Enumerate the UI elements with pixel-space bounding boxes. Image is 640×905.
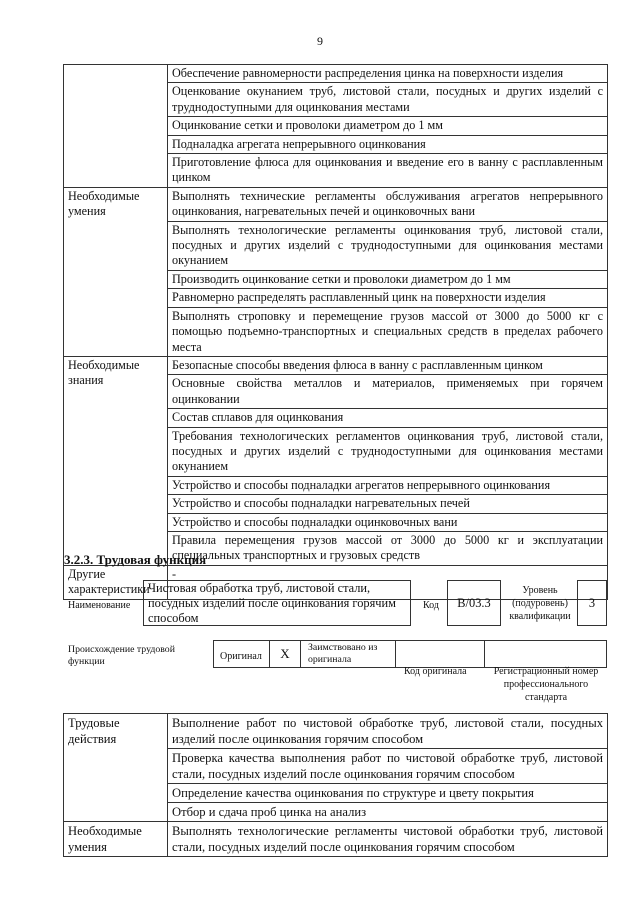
knowledge-cell: Устройство и способы подналадки оцинковочных вани: [168, 513, 608, 531]
requirements-table: [63, 64, 608, 600]
table-row: [64, 65, 608, 83]
knowledge-cell: Требования технологических регламентов оцинкования труб, листовой стали, посудных и других изделий с труднодоступными для оцинкования местами окунанием: [168, 427, 608, 476]
reg-number-label: Регистрационный номер профессионального стандарта: [493, 666, 599, 703]
function-name: Чистовая обработка труб, листовой стали, посудных изделий после оцинкования горячим способом: [143, 580, 411, 626]
skill-cell: Производить оцинкование сетки и проволоки диаметром до 1 мм: [168, 270, 608, 288]
skill-cell: Равномерно распределять расплавленный цинк на поверхности изделия: [168, 289, 608, 307]
table-row: [64, 356, 608, 374]
code-original-label: Код оригинала: [404, 666, 467, 677]
name-label: Наименование: [68, 600, 131, 611]
actions-table: [63, 713, 608, 857]
action-cell: Подналадка агрегата непрерывного оцинкования: [168, 135, 608, 153]
knowledge-label: Необходимые знания: [64, 356, 168, 565]
action-cell: Определение качества оцинкования по структуре и цвету покрытия: [168, 784, 608, 803]
origin-divider: [395, 640, 396, 668]
skills-label: Необходимые умения: [64, 187, 168, 356]
actions-label: Трудовые действия: [64, 714, 168, 822]
knowledge-cell: Правила перемещения грузов массой от 3000 до 5000 кг и эксплуатации специальных транспортных и грузовых средств: [168, 531, 608, 565]
original-mark: X: [269, 640, 301, 668]
action-cell: Оценкование окунанием труб, листовой стали, посудных и других изделий с труднодоступными для оцинкования местами: [168, 83, 608, 117]
action-cell: Оцинкование сетки и проволоки диаметром до 1 мм: [168, 117, 608, 135]
level-label: Уровень (подуровень) квалификации: [509, 585, 571, 622]
action-cell: Выполнение работ по чистовой обработке труб, листовой стали, посудных изделий после оцинкования горячим способом: [168, 714, 608, 749]
code-label: Код: [423, 600, 439, 611]
borrowed-label: Заимствовано из оригинала: [308, 642, 378, 665]
knowledge-cell: Состав сплавов для оцинкования: [168, 409, 608, 427]
action-cell: Приготовление флюса для оцинкования и введение его в ванну с расплавленным цинком: [168, 154, 608, 188]
other-value: -: [168, 565, 608, 599]
knowledge-cell: Устройство и способы подналадки агрегатов непрерывного оцинкования: [168, 476, 608, 494]
skill-cell: Выполнять технологические регламенты оцинкования труб, листовой стали, посудных и других изделий с труднодоступными для оцинкования местами окунанием: [168, 221, 608, 270]
knowledge-cell: Устройство и способы подналадки нагревательных печей: [168, 495, 608, 513]
skill-cell: Выполнять технологические регламенты чистовой обработки труб, листовой стали, посудных изделий после оцинкования горячим способом: [168, 822, 608, 857]
table-row: [64, 822, 608, 857]
section-title: 3.2.3. Трудовая функция: [64, 552, 207, 567]
skill-cell: Выполнять технические регламенты обслуживания агрегатов непрерывного оцинкования, нагревательных печей и оцинковочных вани: [168, 187, 608, 221]
table-row: [64, 187, 608, 221]
qualification-level: 3: [577, 580, 607, 626]
other-label: Другие характеристики: [64, 565, 168, 599]
original-label: Оригинал: [220, 651, 262, 662]
action-cell: Обеспечение равномерности распределения цинка на поверхности изделия: [168, 65, 608, 83]
page-number: 9: [317, 34, 323, 48]
action-cell: Проверка качества выполнения работ по чистовой обработке труб, листовой стали, посудных изделий после оцинкования горячим способом: [168, 749, 608, 784]
skills-label: Необходимые умения: [64, 822, 168, 857]
continued-actions-label: [64, 65, 168, 188]
origin-divider: [484, 640, 485, 668]
table-row: [64, 714, 608, 749]
knowledge-cell: Основные свойства металлов и материалов, применяемых при горячем оцинковании: [168, 375, 608, 409]
skill-cell: Выполнять строповку и перемещение грузов массой от 3000 до 5000 кг с помощью подъемно-транспортных и специальных средств в пределах рабочего места: [168, 307, 608, 356]
action-cell: Отбор и сдача проб цинка на анализ: [168, 803, 608, 822]
function-code: В/03.3: [447, 580, 501, 626]
origin-label: Происхождение трудовой функции: [68, 644, 175, 667]
knowledge-cell: Безопасные способы введения флюса в ванну с расплавленным цинком: [168, 356, 608, 374]
